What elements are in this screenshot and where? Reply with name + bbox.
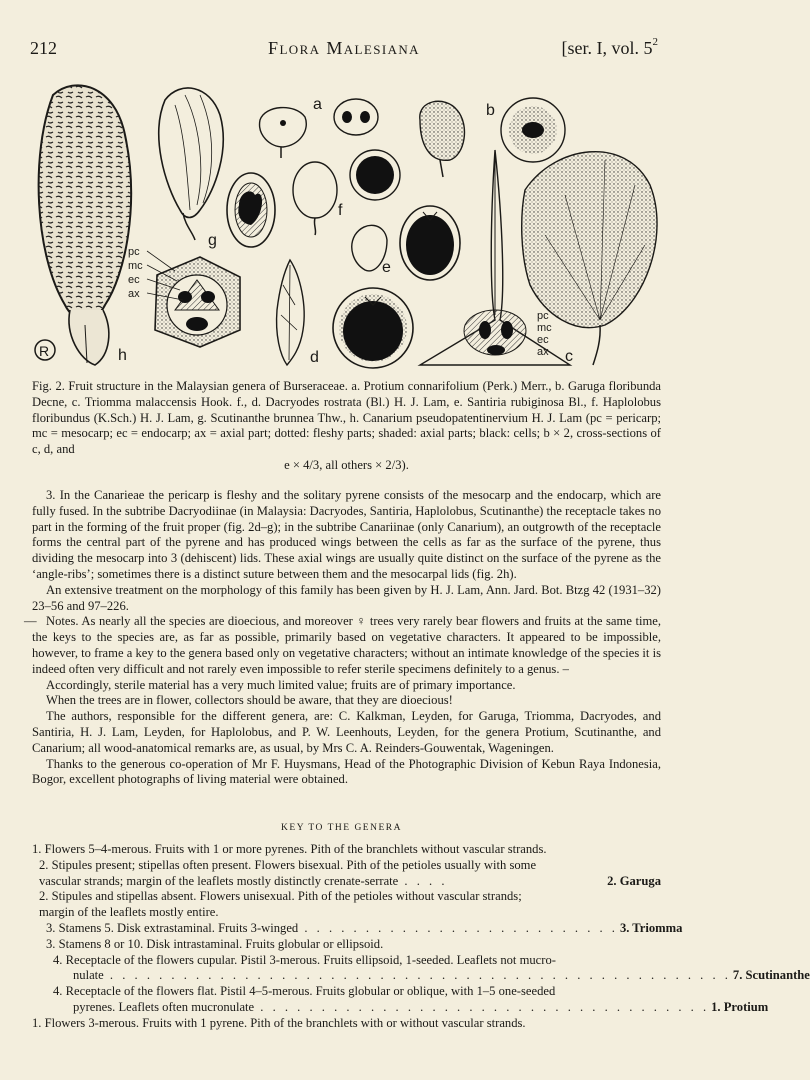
key-item: 2. Stipules present; stipellas often present. Flowers bisexual. Pith of the petioles usually with some vascular strands; margin of the leaflets mostly distinctly crenate-serrate . . . . 2. Garuga xyxy=(39,857,661,888)
fruit-illustration xyxy=(25,75,665,375)
key-to-genera xyxy=(32,842,810,1032)
monogram-text: R xyxy=(39,343,50,359)
key-item xyxy=(32,842,661,858)
label-g: g xyxy=(208,232,217,249)
key-num: 2. xyxy=(39,857,49,872)
label-f: f xyxy=(338,202,343,219)
caption-line-5: axial part; dotted: fleshy parts; shaded: axial parts; black: cells; b × 2, cross-sections of c, d, and xyxy=(32,426,661,457)
key-num: 1. xyxy=(32,1015,42,1030)
caption-line-3: e. Santiria rubiginosa Bl., f. Haplolobus floribundus (K.Sch.) H. J. Lam, g. Scutinanthe brunnea Thw., xyxy=(32,394,661,425)
key-text: Receptacle of the flowers flat. Pistil 4–5-merous. Fruits globular or oblique, with 1–5 one-seeded xyxy=(65,984,556,999)
key-item: 4. Receptacle of the flowers cupular. Pistil 3-merous. Fruits ellipsoid, 1-seeded. Leaflets not mucro- nulate . . . . . . . . . . . . . . . . . . . . . . . . . . . . . . . . . . . . . . . . . . . . . . . . . . . 7. Scutinanthe xyxy=(53,952,810,983)
label-ec-left: ec xyxy=(128,274,140,286)
running-title: Flora Malesiana xyxy=(268,38,420,58)
body-text xyxy=(24,488,661,788)
key-num: 1. xyxy=(32,842,42,856)
paragraph-sterile-material: Accordingly, sterile material has a very much limited value; fruits are of primary importance. xyxy=(46,677,516,692)
figure-caption xyxy=(32,379,661,474)
fruit-e-santiria xyxy=(352,206,460,280)
label-b: b xyxy=(486,102,495,119)
key-text: Stipules and stipellas absent. Flowers unisexual. Pith of the petioles without vascular strands; xyxy=(51,889,522,904)
paragraph-notes-text: Notes. As nearly all the species are dioecious, and moreover ♀ trees very rarely bear flowers and fruits at the same time, the keys to the species are, as far as possible, primarily based on vegetative characters. It appeared to be impossible, however, to frame a key to the genera based only on vegetative characters; without an intimate knowledge of the species it is indeed often very difficult and not rarely even impossible to refer sterile specimens definitely to a genus. – xyxy=(32,614,661,676)
key-text: Receptacle of the flowers cupular. Pistil 3-merous. Fruits ellipsoid, 1-seeded. Leaflets not mucro- xyxy=(65,952,556,967)
caption-line-4: h. Canarium pseudopatentinervium H. J. Lam (pc = pericarp; mc = mesocarp; ec = endocarp; ax = xyxy=(32,410,661,441)
paragraph-dioecious: When the trees are in flower, collectors should be aware, that they are dioecious! xyxy=(46,693,453,708)
series-text: [ser. I, vol. 5 xyxy=(561,38,653,58)
caption-line-2: b. Garuga floribunda Decne, c. Triomma malaccensis Hook. f., d. Dacryodes rostrata (Bl.) H. J. Lam, xyxy=(32,379,661,409)
key-text-cont: nulate xyxy=(73,968,104,983)
label-c: c xyxy=(565,348,573,365)
key-item: 4. Receptacle of the flowers flat. Pistil 4–5-merous. Fruits globular or oblique, with 1–5 one-seeded pyrenes. Leaflets often mucronulate . . . . . . . . . . . . . . . . . . . . . . . . . . . . . . . . . . . . . 1. Protium xyxy=(53,984,769,1014)
series-sup: 2 xyxy=(652,36,658,48)
fruit-d-dacryodes xyxy=(277,260,413,368)
label-h: h xyxy=(118,347,127,364)
key-text: Stamens 5. Disk extrastaminal. Fruits 3-winged xyxy=(58,920,299,935)
page-number: 212 xyxy=(30,38,57,58)
label-pc-right: pc xyxy=(537,310,549,322)
fruit-f-haplolobus xyxy=(293,150,400,235)
key-text-cont: pyrenes. Leaflets often mucronulate xyxy=(73,999,255,1014)
paragraph-notes xyxy=(24,614,661,677)
label-e: e xyxy=(382,259,391,276)
key-text-cont: vascular strands; margin of the leaflets mostly distinctly crenate-serrate xyxy=(39,873,399,888)
key-result: 3. Triomma xyxy=(619,920,683,935)
key-text: Flowers 5–4-merous. Fruits with 1 or more pyrenes. Pith of the branchlets without vascular strands. xyxy=(44,842,547,856)
paragraph-canarieae: 3. In the Canarieae the pericarp is fleshy and the solitary pyrene consists of the mesocarp and the endocarp, which are fully fused. In the subtribe Dacryodiinae (in Malaysia: Dacryodes, Santiria, Haplolobus, Scutinanthe) the receptacle takes no part in the forming of the fruit proper (fig. 2d–g); in the subtribe Canariinae (only Canarium), an outgrowth of the receptacle forms the central part of the pyrene and has produced wings between the cells as far as the surface of the pyrene, thus dividing the mesocarp into 3 (dehiscent) lids. These axial wings are usually quite distinct on the surface of the pyrene as the ‘angle-ribs’; sometimes there is a distinct suture between them and the mesocarpal lids (fig. 2h). xyxy=(32,488,661,581)
label-a: a xyxy=(313,96,322,113)
label-ax-left: ax xyxy=(128,288,140,300)
label-ax-right: ax xyxy=(537,346,549,358)
series-volume xyxy=(562,38,658,59)
paragraph-lam-reference: An extensive treatment on the morphology of this family has been given by H. J. Lam, Ann. Jard. Bot. Btzg 42 (1931–32) 23–56 and 97–226. xyxy=(32,582,661,613)
key-item xyxy=(32,937,661,953)
key-text: Stamens 8 or 10. Disk intrastaminal. Fruits globular or ellipsoid. xyxy=(58,936,384,951)
label-pc-left: pc xyxy=(128,246,140,258)
label-d: d xyxy=(310,349,319,366)
key-text: Stipules present; stipellas often present. Flowers bisexual. Pith of the petioles usually with some xyxy=(51,857,537,872)
cross-section-h xyxy=(155,257,240,347)
key-result: 7. Scutinanthe xyxy=(732,968,810,983)
key-item: 3. Stamens 5. Disk extrastaminal. Fruits 3-winged . . . . . . . . . . . . . . . . . . . . . . . . . . 3. Triomma xyxy=(46,920,683,935)
key-text-cont: margin of the leaflets mostly entire. xyxy=(39,905,219,920)
key-result: 1. Protium xyxy=(711,999,769,1014)
key-item xyxy=(32,889,661,921)
paragraph-thanks: Thanks to the generous co-operation of Mr F. Huysmans, Head of the Photographic Division of Kebun Raya Indonesia, Bogor, excellent photographs of living material were obtained. xyxy=(32,756,661,787)
key-num: 4. xyxy=(53,952,63,967)
fruit-g-scutinanthe xyxy=(159,88,275,247)
key-num: 4. xyxy=(53,984,63,999)
monogram xyxy=(35,340,55,360)
fruit-structure-figure xyxy=(25,75,665,375)
key-result: 2. Garuga xyxy=(607,873,661,888)
key-text: Flowers 3-merous. Fruits with 1 pyrene. Pith of the branchlets with or without vascular strands. xyxy=(44,1015,526,1030)
fruit-h-canarium xyxy=(39,85,131,365)
margin-dash: — xyxy=(24,614,37,629)
key-item xyxy=(32,1016,661,1032)
caption-line-1: Fig. 2. Fruit structure in the Malaysian genera of Burseraceae. a. Protium connarifolium (Perk.) Merr., xyxy=(32,379,552,393)
legend-labels-right xyxy=(537,310,552,358)
label-mc-right: mc xyxy=(537,322,552,334)
key-num: 3. xyxy=(46,936,56,951)
label-ec-right: ec xyxy=(537,334,549,346)
key-num: 2. xyxy=(39,889,49,904)
label-mc-left: mc xyxy=(128,260,143,272)
paragraph-authors: The authors, responsible for the different genera, are: C. Kalkman, Leyden, for Garuga, Triomma, Dacryodes, and Santiria, H. J. Lam, Leyden, for Haplolobus, and P. W. Leenhouts, Leyden, for the genera Protium, Scutinanthe, and Canarium; all wood-anatomical remarks are, as usual, by Mrs C. A. Reinders-Gouwentak, Wageningen. xyxy=(32,709,661,755)
key-num: 3. xyxy=(46,920,56,935)
caption-line-6: e × 4/3, all others × 2/3). xyxy=(284,457,409,472)
page-header xyxy=(30,38,658,62)
key-title: KEY TO THE GENERA xyxy=(281,823,402,833)
